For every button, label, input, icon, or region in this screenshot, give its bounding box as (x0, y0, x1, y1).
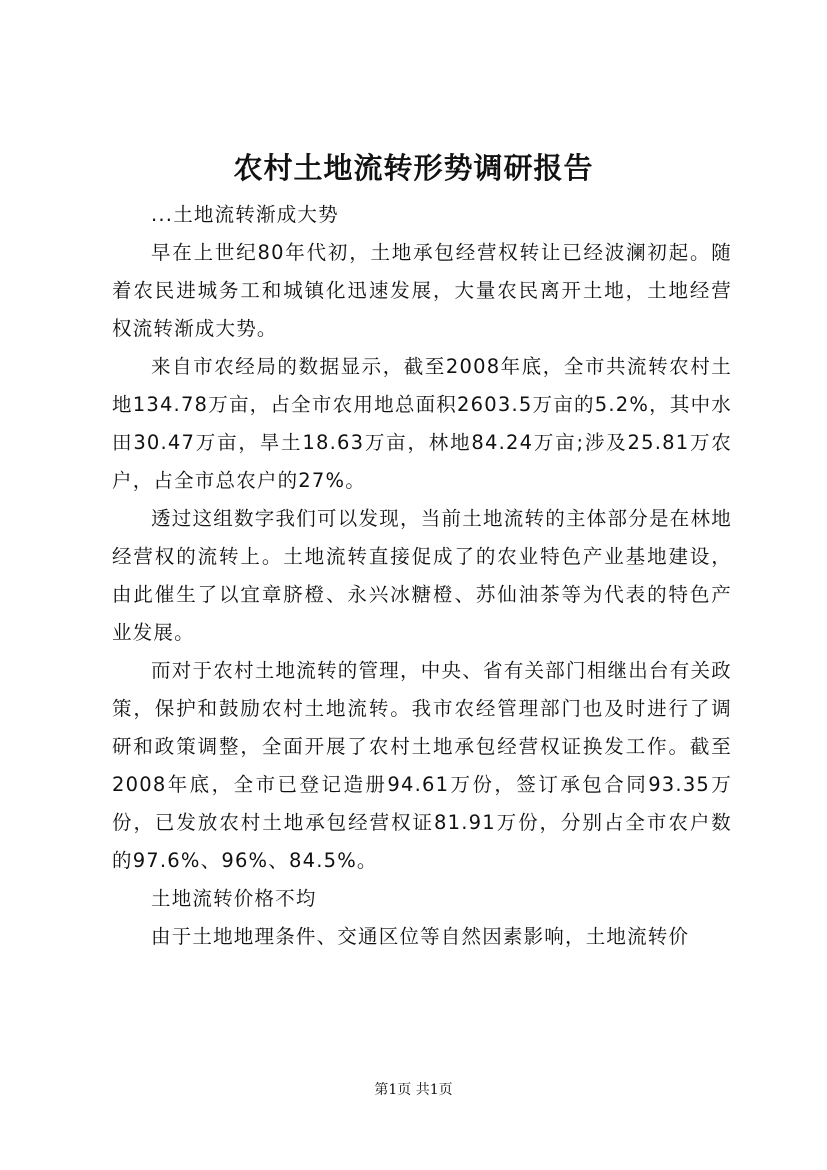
paragraph: 由于土地地理条件、交通区位等自然因素影响，土地流转价 (151, 925, 690, 948)
paragraph: 早在上世纪80年代初，土地承包经营权转让已经波澜初起。随着农民进城务工和城镇化迅速发展，大量农民离开土地，土地经营权流转渐成大势。 (112, 241, 732, 340)
document-title: 农村土地流转形势调研报告 (233, 151, 594, 185)
paragraph: 来自市农经局的数据显示，截至2008年底，全市共流转农村土地134.78万亩，占全市农用地总面积2603.5万亩的5.2%，其中水田30.47万亩，旱土18.63万亩，林地84.24万亩;涉及25.81万农户，占全市总农户的27%。 (112, 355, 732, 492)
document-body (112, 196, 732, 956)
section-heading: 土地流转价格不均 (151, 887, 317, 910)
page-number-footer: 第1页 共1页 (374, 1082, 453, 1098)
paragraph: 透过这组数字我们可以发现，当前土地流转的主体部分是在林地经营权的流转上。土地流转直接促成了的农业特色产业基地建设，由此催生了以宜章脐橙、永兴冰糖橙、苏仙油茶等为代表的特色产业发展。 (112, 507, 732, 644)
paragraph: 而对于农村土地流转的管理，中央、省有关部门相继出台有关政策，保护和鼓励农村土地流转。我市农经管理部门也及时进行了调研和政策调整，全面开展了农村土地承包经营权证换发工作。截至2008年底，全市已登记造册94.61万份，签订承包合同93.35万份，已发放农村土地承包经营权证81.91万份，分别占全市农户数的97.6%、96%、84.5%。 (112, 659, 732, 872)
section-heading: ...土地流转渐成大势 (151, 203, 339, 226)
